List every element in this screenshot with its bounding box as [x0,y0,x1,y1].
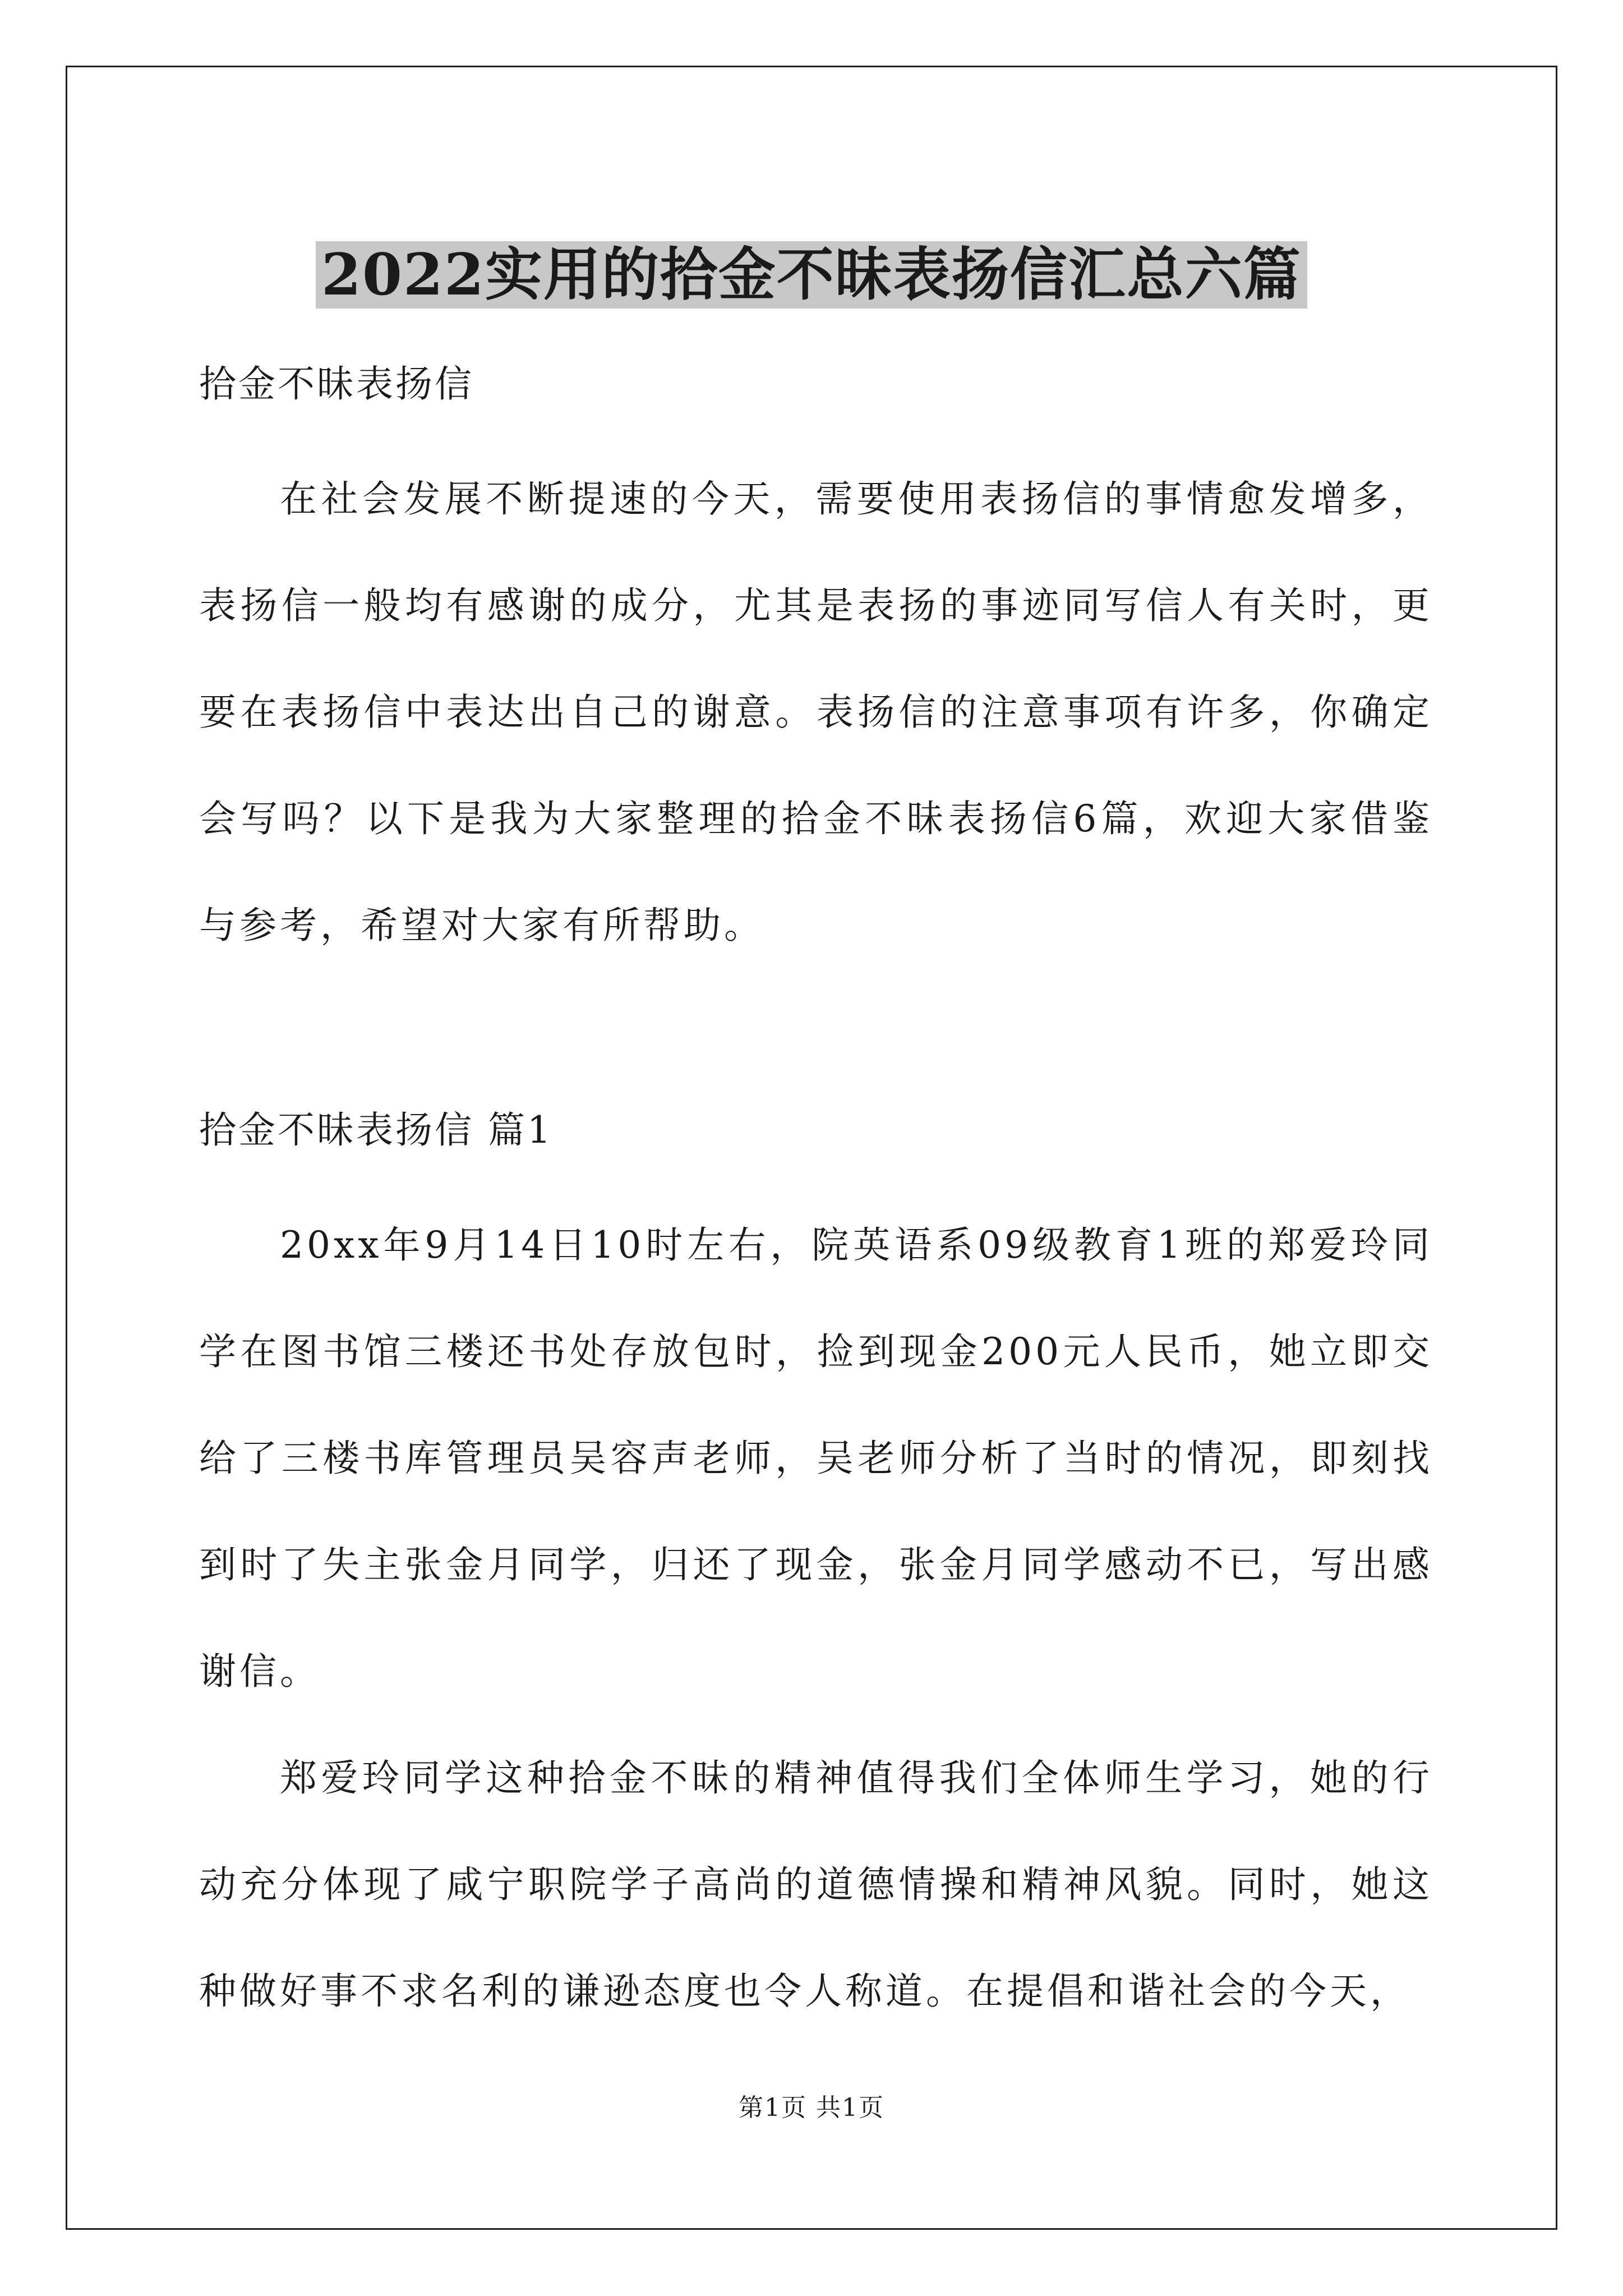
document-body [199,345,1433,2045]
intro-heading: 拾金不昧表扬信 [199,362,474,406]
section1-paragraph-2: 郑爱玲同学这种拾金不昧的精神值得我们全体师生学习，她的行动充分体现了咸宁职院学子高尚的道德情操和精神风貌。同时，她这种做好事不求名利的谦逊态度也令人称道。在提倡和谐社会的今天， [199,1756,1433,2013]
intro-paragraph: 在社会发展不断提速的今天，需要使用表扬信的事情愈发增多，表扬信一般均有感谢的成分，尤其是表扬的事迹同写信人有关时，更要在表扬信中表达出自己的谢意。表扬信的注意事项有许多，你确定会写吗？以下是我为大家整理的拾金不昧表扬信6篇，欢迎大家借鉴与参考，希望对大家有所帮助。 [199,477,1433,947]
section1-heading: 拾金不昧表扬信 篇1 [199,1108,553,1152]
page-footer: 第1页 共1页 [739,2093,884,2122]
document-title [0,236,1623,314]
document-title-text: 2022实用的拾金不昧表扬信汇总六篇 [316,241,1307,309]
section1-paragraph-1: 20xx年9月14日10时左右，院英语系09级教育1班的郑爱玲同学在图书馆三楼还书处存放包时，捡到现金200元人民币，她立即交给了三楼书库管理员吴容声老师，吴老师分析了当时的情况，即刻找到时了失主张金月同学，归还了现金，张金月同学感动不已，写出感谢信。 [199,1223,1433,1693]
